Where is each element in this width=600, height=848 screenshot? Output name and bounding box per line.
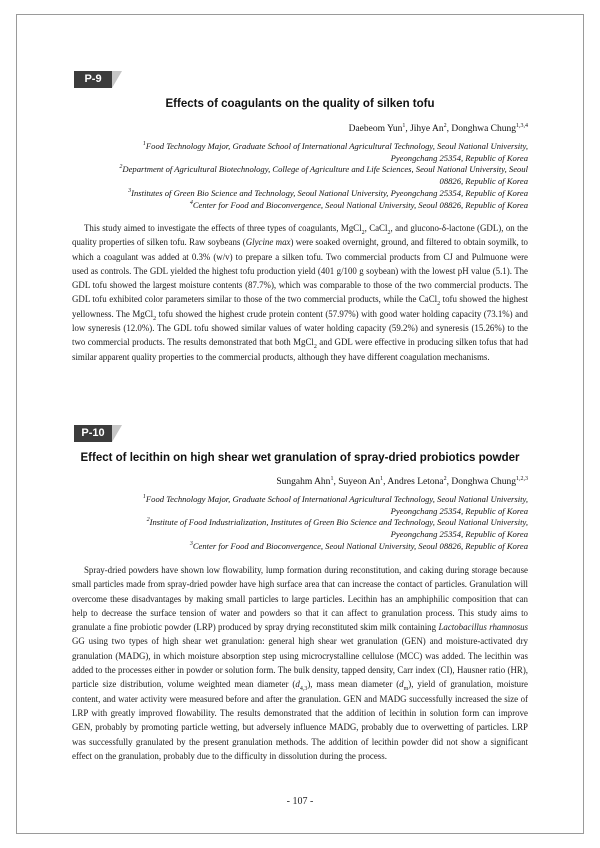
tag-tail-shape — [112, 71, 122, 88]
tag-label: P-9 — [74, 71, 112, 88]
affiliation-line: $^1$Food Technology Major, Graduate School of International Agricultural Technology, Seoul National University, — [142, 494, 528, 504]
author-name: Sungahm Ahn — [276, 477, 331, 487]
affiliation-line: $^2$Department of Agricultural Biotechnology, College of Agriculture and Life Sciences, Seoul National University, Seoul — [119, 164, 528, 175]
affiliation-line: Pyeongchang 25354, Republic of Korea — [390, 529, 528, 540]
author-list: Sungahm Ahn$^1$, Suyeon An$^1$, Andres Letona$^2$, Donghwa Chung$^{1,2,3}$ — [276, 475, 528, 487]
abstract-title: Effect of lecithin on high shear wet granulation of spray-dried probiotics powder — [80, 452, 520, 464]
author-name: Suyeon An — [338, 477, 381, 487]
author-sup: 1,3,4 — [516, 122, 528, 129]
affiliation-line: $^4$Center for Food and Bioconvergence, Seoul National University, Seoul 08826, Republic of Korea — [189, 199, 528, 210]
author-name: Donghwa Chung — [451, 124, 516, 134]
abstract-body — [72, 221, 528, 364]
author-name: Donghwa Chung — [451, 477, 516, 487]
author-sup: 1 — [330, 475, 334, 482]
affiliation-line: $^1$Food Technology Major, Graduate School of International Agricultural Technology, Seoul National University, — [142, 141, 528, 151]
tag-label: P-10 — [74, 425, 112, 442]
affiliation-line: $^3$Center for Food and Bioconvergence, Seoul National University, Seoul 08826, Republic of Korea — [189, 540, 528, 551]
author-sup: 2 — [443, 122, 447, 129]
author-name: Jihye An — [410, 124, 444, 134]
author-sup: 2 — [443, 475, 447, 482]
affiliation-line: 08826, Republic of Korea — [439, 176, 528, 187]
author-sup: 1 — [380, 475, 384, 482]
page-number: - 107 - — [286, 796, 314, 807]
abstract-paragraph: Spray-dried powders have shown low flowability, lump formation during reconstitution, and caking during storage because small particles made from spray-dried powder have high surface area that can increase the contact of particles. Granulation will overcome these disadvantages by making small particles to large particles. Lecithin has an amphiphilic composition that can help to decrease the surface tension of water and powders so that it can affect to granulation process. This study aims to granulate a fine probiotic powder (LRP) produced by spray drying reconstituted skim milk containing Lactobacillus rhamnosus GG using two types of high shear wet granulation: general high shear wet granulation (GEN) and moisture-activated dry granulation (MADG), in which moisture absorption step using microcrystalline cellulose (MCC) was added. The lecithin was added to the processes either in powder or solution form. The bulk density, tapped density, Carr index (CI), Hausner ratio (HR), particle size distribution, volume weighted mean diameter $(d_{4,3})$, mass mean diameter $(d_m)$, yield of granulation, moisture content, and water activity were measured before and after the granulation. GEN and MADG successfully increased the size of LRP with greatly improved flowability. The results demonstrated that the addition of lecithin in solution form can improve GEN, probably by promoting particle wetting, but adversely influence MADG, probably due to overwetting of particles. LRP was successfully granulated by the present granulation methods. The addition of lecithin powder did not show a significant effect on the granulation, probably due to the difficulty in dissolution during the process. — [72, 565, 528, 761]
abstract-paragraph: This study aimed to investigate the effects of three types of coagulants, MgCl$_2$, CaCl$_2$, and glucono-δ-lactone (GDL), on the quality properties of silken tofu. Raw soybeans (Glycine max) were soaked overnight, ground, and filtered to obtain soymilk, to which a coagulant was added at 0.3% (w/v) to prepare a silken tofu. Two commercial products from CJ and Pulmuone were used as controls. The GDL yielded the highest tofu production yield (401 g/100 g soybean) with the lowest pH value (5.1). The GDL tofu showed the largest moisture contents (87.7%), which was comparable to those of the two commercial products. The GDL tofu exhibited color parameters similar to those of the two commercial products, while the CaCl$_2$ tofu showed the highest yellowness. The MgCl$_2$ tofu showed the highest crude protein content (57.97%) with good water holding capacity (73.1%) and low syneresis (12.0%). The GDL tofu showed similar values of water holding capacity (59.2%) and syneresis (15.26%) to the two commercial products. The results demonstrated that both MgCl$_2$ and GDL were effective in producing silken tofus that had similar apparent quality properties to the commercial products, although they have different coagulation mechanisms. — [72, 223, 529, 362]
affiliation-line: Pyeongchang 25354, Republic of Korea — [390, 505, 528, 516]
tag-tail-shape — [112, 425, 122, 442]
affiliation-line: $^3$Institutes of Green Bio Science and Technology, Seoul National University, Pyeongchang 25354, Republic of Korea — [128, 187, 528, 198]
affiliation-list — [119, 141, 528, 211]
abstract-tag-p10 — [74, 425, 122, 442]
affiliation-line: Pyeongchang 25354, Republic of Korea — [390, 152, 528, 163]
affiliation-line: $^2$Institute of Food Industrialization, Institutes of Green Bio Science and Technology, Seoul National University, — [146, 517, 528, 528]
author-name: Andres Letona — [387, 477, 444, 487]
author-list: Daebeom Yun$^1$, Jihye An$^2$, Donghwa Chung$^{1,3,4}$ — [348, 122, 528, 134]
abstract-body — [72, 563, 528, 763]
abstract-title: Effects of coagulants on the quality of silken tofu — [165, 98, 435, 110]
abstract-tag-p9 — [74, 71, 122, 88]
author-name: Daebeom Yun — [348, 124, 403, 134]
affiliation-list — [143, 494, 528, 553]
author-sup: 1 — [402, 122, 406, 129]
author-sup: 1,2,3 — [516, 475, 528, 482]
